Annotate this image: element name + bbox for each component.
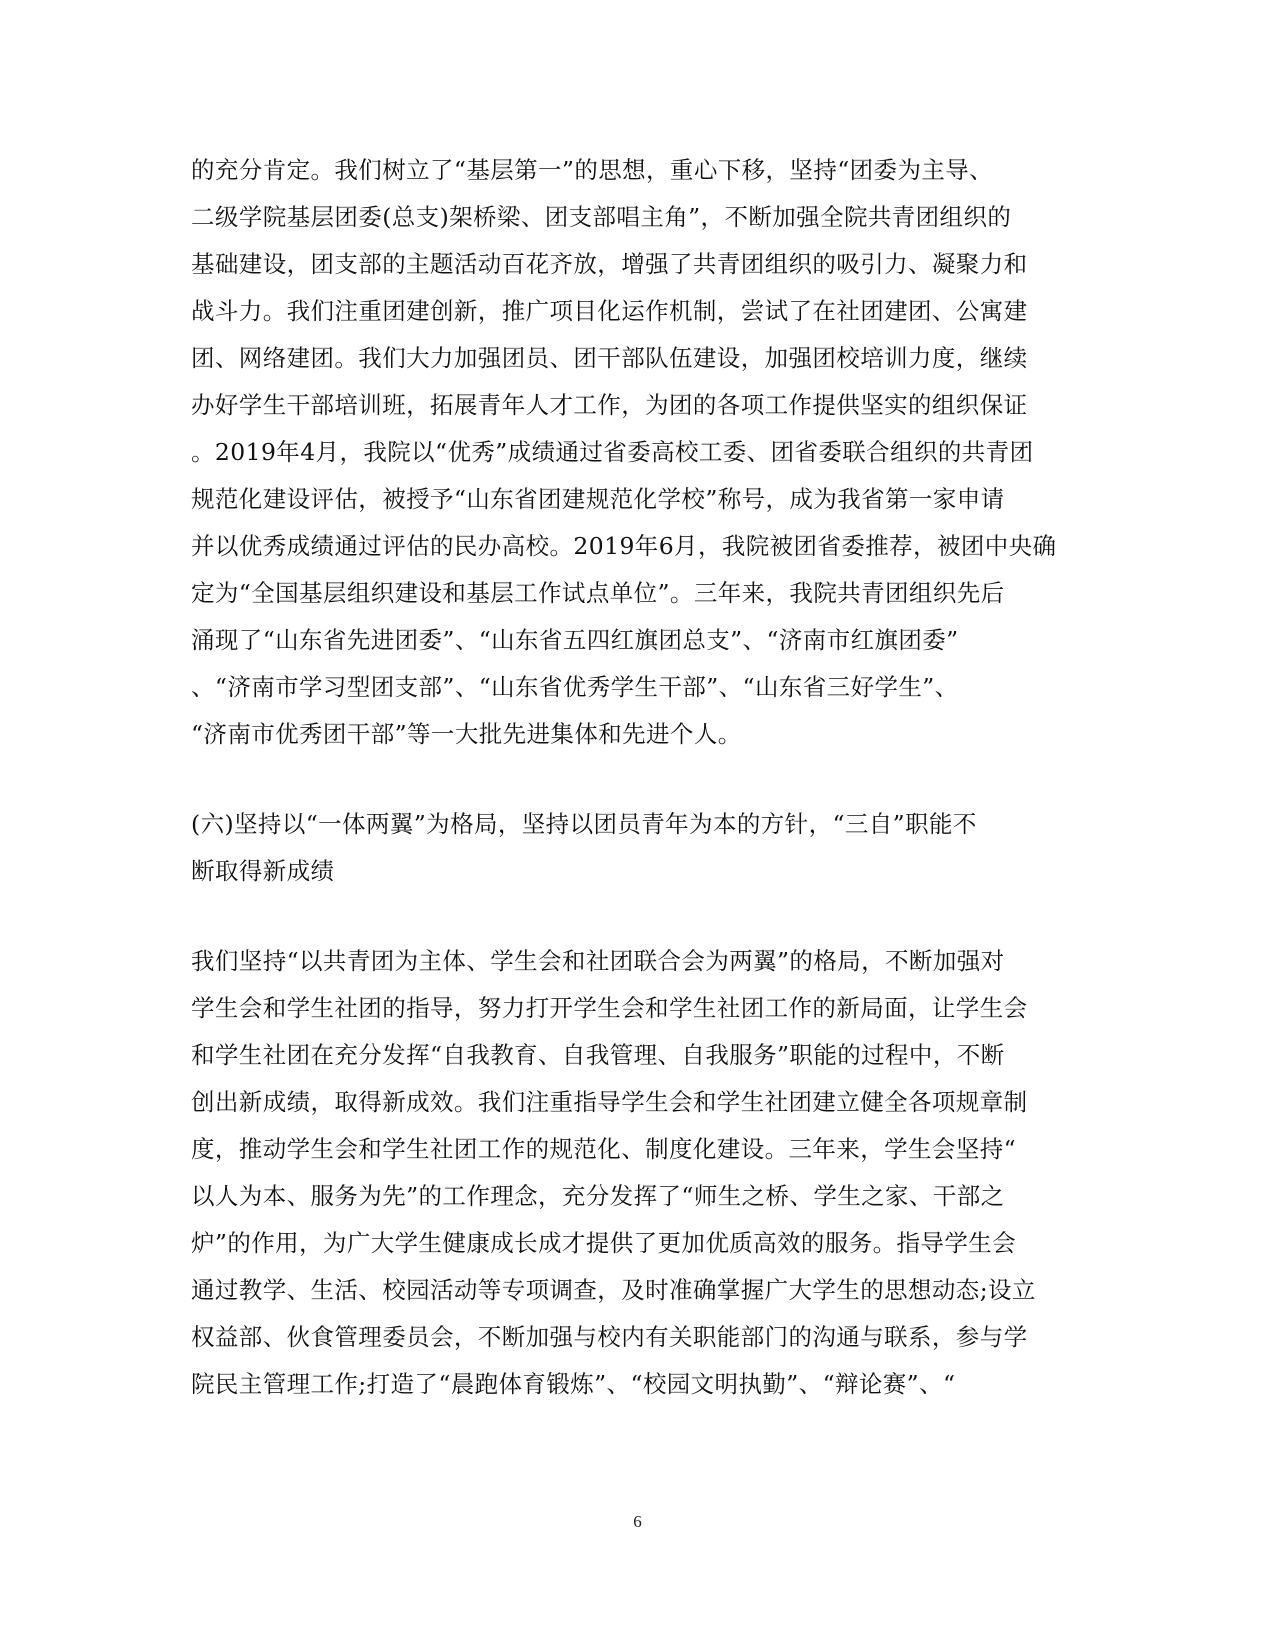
text-line: “济南市优秀团干部”等一大批先进集体和先进个人。 <box>191 720 742 748</box>
text-line: 炉”的作用，为广大学生健康成长成才提供了更加优质高效的服务。指导学生会 <box>191 1229 1017 1257</box>
text-line: 学生会和学生社团的指导，努力打开学生会和学生社团工作的新局面，让学生会 <box>191 994 1028 1022</box>
text-line: 以人为本、服务为先”的工作理念，充分发挥了“师生之桥、学生之家、干部之 <box>191 1182 1005 1210</box>
page-number: 6 <box>633 1512 642 1531</box>
text-line: 规范化建设评估，被授予“山东省团建规范化学校”称号，成为我省第一家申请 <box>191 485 1005 513</box>
heading-line: 断取得新成绩 <box>191 857 335 885</box>
text-line: 创出新成绩，取得新成效。我们注重指导学生会和学生社团建立健全各项规章制 <box>191 1088 1028 1116</box>
text-line: 基础建设，团支部的主题活动百花齐放，增强了共青团组织的吸引力、凝聚力和 <box>191 250 1028 278</box>
text-line: 权益部、伙食管理委员会，不断加强与校内有关职能部门的沟通与联系，参与学 <box>191 1323 1028 1351</box>
text-line: 的充分肯定。我们树立了“基层第一”的思想，重心下移，坚持“团委为主导、 <box>191 156 994 184</box>
text-line: 战斗力。我们注重团建创新，推广项目化运作机制，尝试了在社团建团、公寓建 <box>191 297 1028 325</box>
text-line: 通过教学、生活、校园活动等专项调查，及时准确掌握广大学生的思想动态;设立 <box>191 1276 1036 1304</box>
text-line: 我们坚持“以共青团为主体、学生会和社团联合会为两翼”的格局，不断加强对 <box>191 947 1005 975</box>
text-line: 涌现了“山东省先进团委”、“山东省五四红旗团总支”、“济南市红旗团委” <box>191 626 959 654</box>
heading-line: (六)坚持以“一体两翼”为格局，坚持以团员青年为本的方针，“三自”职能不 <box>191 810 977 838</box>
text-line: 度，推动学生会和学生社团工作的规范化、制度化建设。三年来，学生会坚持“ <box>191 1135 1017 1163</box>
text-line: 和学生社团在充分发挥“自我教育、自我管理、自我服务”职能的过程中，不断 <box>191 1041 1005 1069</box>
text-line: 院民主管理工作;打造了“晨跑体育锻炼”、“校园文明执勤”、“辩论赛”、“ <box>191 1370 956 1398</box>
text-line: 、“济南市学习型团支部”、“山东省优秀学生干部”、“山东省三好学生”、 <box>191 673 959 701</box>
text-line: 定为“全国基层组织建设和基层工作试点单位”。三年来，我院共青团组织先后 <box>191 579 1005 607</box>
text-line: 团、网络建团。我们大力加强团员、团干部队伍建设，加强团校培训力度，继续 <box>191 344 1028 372</box>
text-line: 二级学院基层团委(总支)架桥梁、团支部唱主角”，不断加强全院共青团组织的 <box>191 203 1012 231</box>
text-line: 。2019年4月，我院以“优秀”成绩通过省委高校工委、团省委联合组织的共青团 <box>191 438 1034 466</box>
text-line: 办好学生干部培训班，拓展青年人才工作，为团的各项工作提供坚实的组织保证 <box>191 391 1028 419</box>
text-line: 并以优秀成绩通过评估的民办高校。2019年6月，我院被团省委推荐，被团中央确 <box>191 532 1057 560</box>
